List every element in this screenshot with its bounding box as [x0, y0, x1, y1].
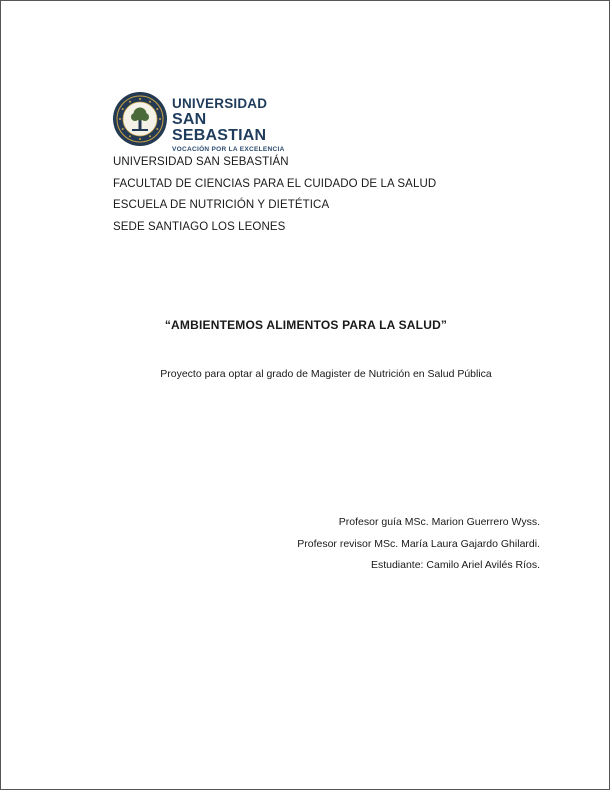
document-subtitle: Proyecto para optar al grado de Magister de Nutrición en Salud Pública	[160, 368, 492, 380]
university-logo	[112, 91, 302, 153]
logo-tagline: VOCACIÓN POR LA EXCELENCIA	[172, 145, 285, 153]
institution-block	[113, 152, 436, 238]
reviewer-professor: Profesor revisor MSc. María Laura Gajardo Ghilardi.	[297, 537, 540, 550]
university-seal-icon	[112, 91, 168, 147]
guide-professor: Profesor guía MSc. Marion Guerrero Wyss.	[338, 516, 540, 528]
logo-wordmark	[172, 97, 302, 153]
university-name: UNIVERSIDAD SAN SEBASTIÁN	[113, 156, 289, 168]
credits-block	[297, 512, 540, 577]
student-name: Estudiante: Camilo Ariel Avilés Ríos.	[370, 559, 540, 571]
faculty-name: FACULTAD DE CIENCIAS PARA EL CUIDADO DE LA SALUD	[113, 177, 437, 190]
logo-line-name: SAN SEBASTIAN	[172, 110, 267, 144]
logo-line-university: UNIVERSIDAD	[172, 96, 268, 111]
school-name: ESCUELA DE NUTRICIÓN Y DIETÉTICA	[113, 199, 330, 211]
document-title: “AMBIENTEMOS ALIMENTOS PARA LA SALUD”	[164, 318, 448, 332]
campus-name: SEDE SANTIAGO LOS LEONES	[113, 220, 286, 233]
